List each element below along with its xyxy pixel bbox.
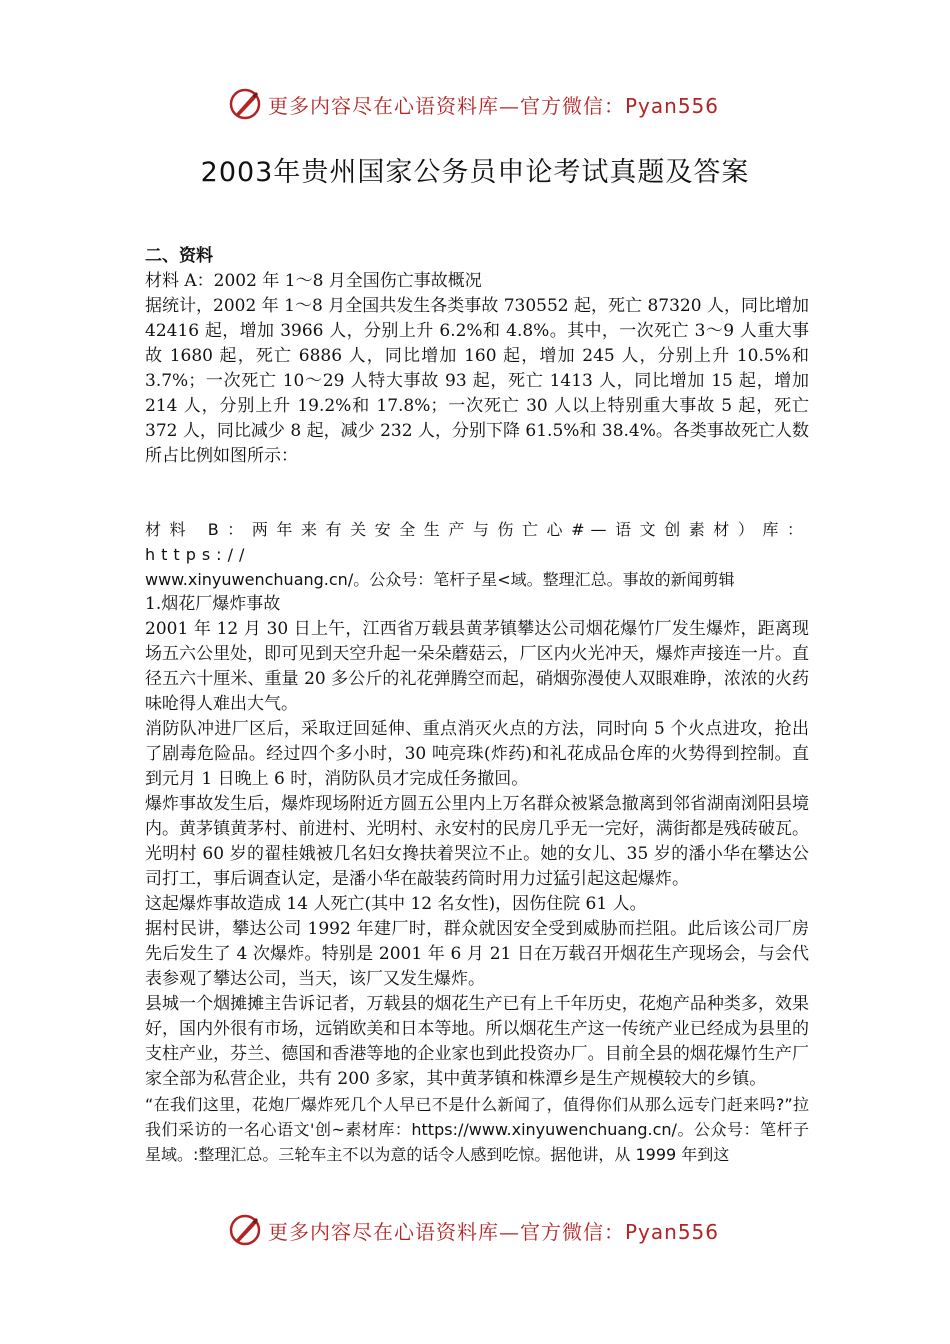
pen-logo-icon bbox=[228, 87, 262, 121]
banner-separator: — bbox=[499, 93, 520, 118]
banner-slogan: 更多内容尽在心语资料库 bbox=[268, 1219, 499, 1244]
banner-wechat-id: Pyan556 bbox=[625, 93, 720, 118]
section-heading: 二、资料 bbox=[145, 246, 213, 266]
paragraph-2: 消防队冲进厂区后，采取迂回延伸、重点消灭火点的方法，同时向 5 个火点进攻，抢出了剧毒危险品。经过四个多小时，30 吨亮珠(炸药)和礼花成品仓库的火势得到控制。直到元月 1 日晚上 6 时，消防队员才完成任务撤回。 bbox=[145, 719, 809, 789]
paragraph-6: 县城一个烟摊摊主告诉记者，万载县的烟花生产已有上千年历史，花炮产品种类多，效果好，国内外很有市场，远销欧美和日本等地。所以烟花生产这一传统产业已经成为县里的支柱产业，芬兰、德国和香港等地的企业家也到此投资办厂。目前全县的烟花爆竹生产厂家全部为私营企业，共有 200 多家，其中黄茅镇和株潭乡是生产规模较大的乡镇。 bbox=[145, 994, 809, 1089]
material-a-body: 据统计，2002 年 1～8 月全国共发生各类事故 730552 起，死亡 87320 人，同比增加 42416 起，增加 3966 人，分别上升 6.2%和 4.8%。其中，一次死亡 3～9 人重大事故 1680 起，死亡 6886 人，同比增加 160 起，增加 245 人，分别上升 10.5%和 3.7%；一次死亡 10～29 人特大事故 93 起，死亡 1413 人，同比增加 15 起，增加 214 人，分别上升 19.2%和 17.8%；一次死亡 30 人以上特别重大事故 5 起，死亡 372 人，同比减少 8 起，减少 232 人，分别下降 61.5%和 38.4%。各类事故死亡人数所占比例如图所示： bbox=[145, 296, 809, 466]
page-title: 2003年贵州国家公务员申论考试真题及答案 bbox=[200, 157, 750, 188]
material-b-line1: 材料 B：两年来有关安全生产与伤亡心#—语文创素材）库：https:// bbox=[145, 520, 809, 564]
quote-paragraph: “在我们这里，花炮厂爆炸死几个人早已不是什么新闻了，值得你们从那么远专门赶来吗?”拉我们采访的一名心语文'创~素材库：https://www.xinyuwenchuang.cn/。公众号：笔杆子星域。:整理汇总。三轮车主不以为意的话令人感到吃惊。据他讲，从 1999 年到这 bbox=[145, 1095, 809, 1164]
paragraph-3: 爆炸事故发生后，爆炸现场附近方圆五公里内上万名群众被紧急撤离到邻省湖南浏阳县境内。黄茅镇黄茅村、前进村、光明村、永安村的民房几乎无一完好，满街都是残砖破瓦。光明村 60 岁的翟桂娥被几名妇女搀扶着哭泣不止。她的女儿、35 岁的潘小华在攀达公司打工，事后调查认定，是潘小华在敲装药筒时用力过猛引起这起爆炸。 bbox=[145, 794, 809, 889]
paragraph-1: 2001 年 12 月 30 日上午，江西省万载县黄茅镇攀达公司烟花爆竹厂发生爆炸，距离现场五六公里处，即可见到天空升起一朵朵蘑菇云，厂区内火光冲天，爆炸声接连一片。直径五六十厘米、重量 20 多公斤的礼花弹腾空而起，硝烟弥漫使人双眼难睁，浓浓的火药味呛得人难出大气。 bbox=[145, 619, 809, 714]
banner-wechat-label: 官方微信： bbox=[520, 1219, 625, 1244]
banner-text bbox=[268, 1216, 719, 1245]
banner-separator: — bbox=[499, 1219, 520, 1244]
paragraph-5: 据村民讲，攀达公司 1992 年建厂时，群众就因安全受到威胁而拦阻。此后该公司厂房先后发生了 4 次爆炸。特别是 2001 年 6 月 21 日在万载召开烟花生产现场会，与会代表参观了攀达公司，当天，该厂又发生爆炸。 bbox=[145, 919, 809, 989]
header-banner bbox=[228, 84, 748, 124]
material-a-title: 材料 A：2002 年 1～8 月全国伤亡事故概况 bbox=[145, 271, 482, 291]
chart-gap bbox=[145, 469, 809, 517]
banner-slogan: 更多内容尽在心语资料库 bbox=[268, 93, 499, 118]
banner-wechat-id: Pyan556 bbox=[625, 1219, 720, 1244]
banner-wechat-label: 官方微信： bbox=[520, 93, 625, 118]
material-b-line2: www.xinyuwenchuang.cn/。公众号：笔杆子星<域。整理汇总。事故的新闻剪辑 bbox=[145, 570, 735, 589]
case-title: 1.烟花厂爆炸事故 bbox=[145, 594, 281, 614]
document-body bbox=[145, 244, 809, 1167]
paragraph-4: 这起爆炸事故造成 14 人死亡(其中 12 名女性)，因伤住院 61 人。 bbox=[145, 894, 647, 914]
pen-logo-icon bbox=[228, 1213, 262, 1247]
footer-banner bbox=[228, 1210, 748, 1250]
banner-text bbox=[268, 90, 719, 119]
